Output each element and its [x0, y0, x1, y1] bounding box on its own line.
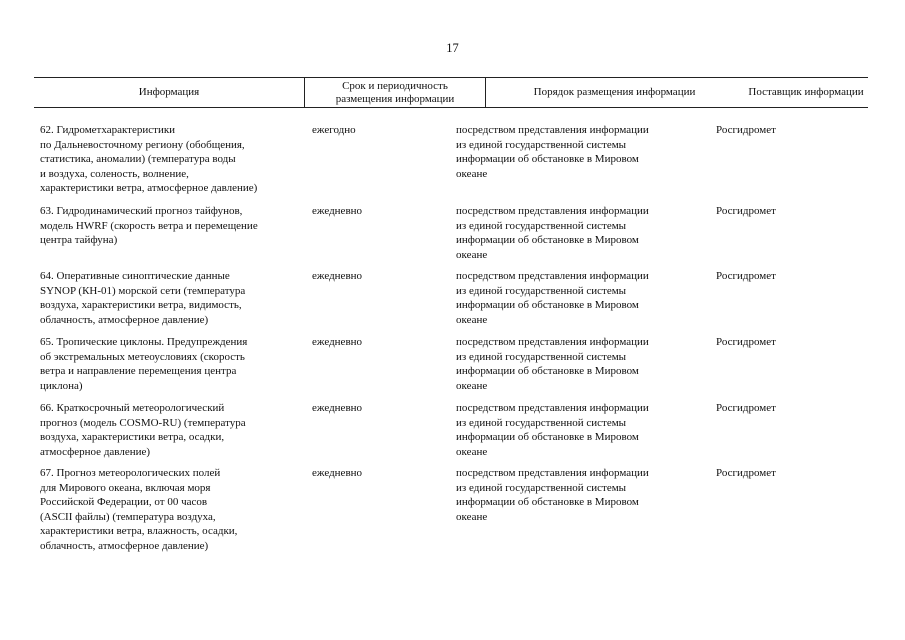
row-info-cell: 63. Гидродинамический прогноз тайфунов, модель HWRF (скорость ветра и перемещение центра тайфуна) [40, 205, 258, 247]
row-order-cell: посредством представления информации из единой государственной системы информации об обстановке в Мировом океане [456, 336, 649, 392]
row-order-cell: посредством представления информации из единой государственной системы информации об обстановке в Мировом океане [456, 205, 649, 261]
row-info-cell: 62. Гидрометхарактеристики по Дальневосточному региону (обобщения, статистика, аномалии) (температура воды и воздуха, соленость, волнение, характеристики ветра, атмосферное давление) [40, 124, 258, 195]
row-period-cell: ежедневно [312, 402, 363, 414]
column-header-supplier-label: Поставщик информации [748, 86, 864, 98]
row-info-cell: 67. Прогноз метеорологических полей для Мирового океана, включая моря Российской Федерации, от 00 часов (ASCII файлы) (температура воздуха, характеристики ветра, влажность, осадки, облачность, атмосферное давление) [40, 467, 238, 552]
row-period-cell: ежедневно [312, 205, 363, 217]
row-supplier-cell: Росгидромет [716, 205, 776, 217]
row-period-cell: ежегодно [312, 124, 356, 136]
row-supplier-cell: Росгидромет [716, 124, 776, 136]
column-header-period-label: Срок и периодичность размещения информации [335, 79, 455, 105]
row-supplier-cell: Росгидромет [716, 467, 776, 479]
row-order-cell: посредством представления информации из единой государственной системы информации об обстановке в Мировом океане [456, 124, 649, 180]
column-header-order-label: Порядок размещения информации [533, 86, 696, 98]
column-header-order [485, 78, 744, 107]
row-period-cell: ежедневно [312, 336, 363, 348]
row-order-cell: посредством представления информации из единой государственной системы информации об обстановке в Мировом океане [456, 467, 649, 523]
column-header-period [304, 78, 486, 107]
row-order-cell: посредством представления информации из единой государственной системы информации об обстановке в Мировом океане [456, 402, 649, 458]
row-info-cell: 66. Краткосрочный метеорологический прогноз (модель COSMO-RU) (температура воздуха, характеристики ветра, осадки, атмосферное давление) [40, 402, 246, 458]
table-header [34, 77, 868, 108]
column-header-supplier [744, 78, 868, 107]
row-info-cell: 65. Тропические циклоны. Предупреждения об экстремальных метеоусловиях (скорость ветра и направление перемещения центра циклона) [40, 336, 248, 392]
row-info-cell: 64. Оперативные синоптические данные SYNOP (КН-01) морской сети (температура воздуха, характеристики ветра, видимость, облачность, атмосферное давление) [40, 270, 246, 326]
column-header-info-label: Информация [138, 86, 200, 98]
row-period-cell: ежедневно [312, 467, 363, 479]
column-header-info [34, 78, 304, 107]
row-supplier-cell: Росгидромет [716, 270, 776, 282]
row-order-cell: посредством представления информации из единой государственной системы информации об обстановке в Мировом океане [456, 270, 649, 326]
row-period-cell: ежедневно [312, 270, 363, 282]
row-supplier-cell: Росгидромет [716, 402, 776, 414]
row-supplier-cell: Росгидромет [716, 336, 776, 348]
page-number: 17 [446, 41, 459, 55]
